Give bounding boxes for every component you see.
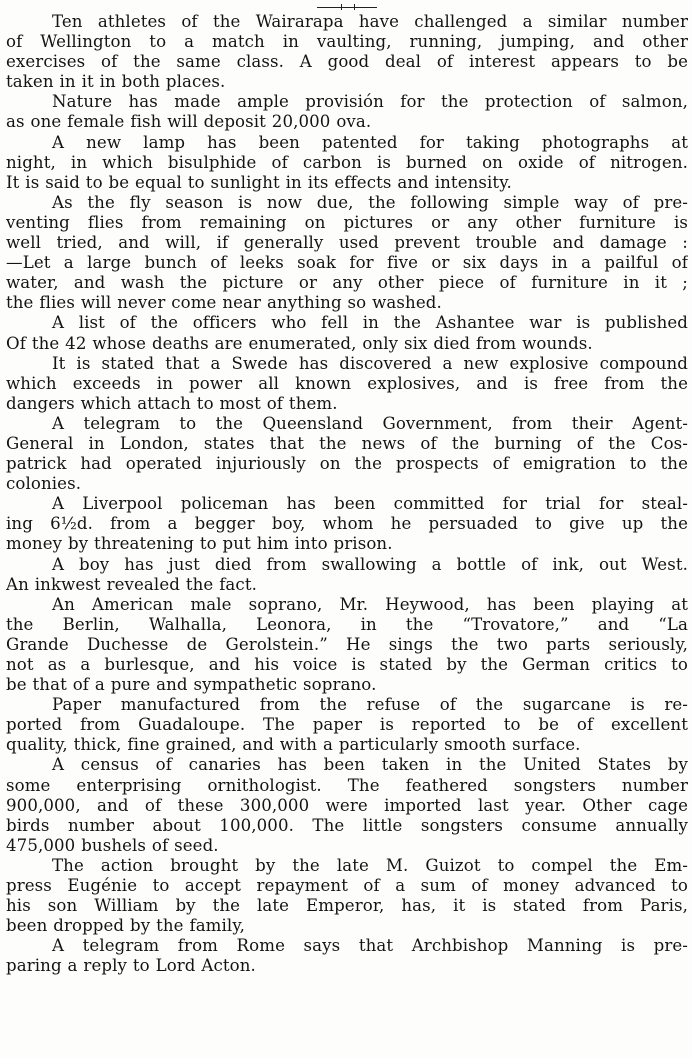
- news-item: [6, 92, 688, 132]
- news-item-line: press Eugénie to accept repayment of a sum of money advanced to: [6, 876, 688, 896]
- news-item: [6, 313, 688, 353]
- news-item-line: It is said to be equal to sunlight in its effects and intensity.: [6, 172, 512, 192]
- news-item-line: ported from Guadaloupe. The paper is reported to be of excellent: [6, 715, 688, 735]
- news-item-line: An inkwest revealed the fact.: [6, 574, 257, 594]
- news-item-line: as one female fish will deposit 20,000 ova.: [6, 112, 372, 132]
- news-item-line: night, in which bisulphide of carbon is burned on oxide of nitrogen.: [6, 152, 688, 172]
- news-item-line: General in London, states that the news of the burning of the Cos-: [6, 433, 688, 453]
- news-item: [6, 193, 688, 314]
- news-item-line: dangers which attach to most of them.: [6, 393, 338, 413]
- news-item-line: A list of the officers who fell in the Ashantee war is published: [52, 313, 688, 333]
- news-item-line: venting flies from remaining on pictures or any other furniture is: [6, 212, 688, 232]
- news-item-line: colonies.: [6, 474, 82, 494]
- news-item-line: quality, thick, fine grained, and with a particularly smooth surface.: [6, 735, 581, 755]
- news-item-line: paring a reply to Lord Acton.: [6, 956, 256, 976]
- news-item: [6, 12, 688, 92]
- news-item-line: 900,000, and of these 300,000 were imported last year. Other cage: [6, 795, 688, 815]
- news-item-line: A boy has just died from swallowing a bottle of ink, out West.: [52, 554, 688, 574]
- news-item-line: A telegram from Rome says that Archbishop Manning is pre-: [52, 936, 688, 956]
- news-item-line: which exceeds in power all known explosives, and is free from the: [6, 373, 688, 393]
- news-item: [6, 414, 688, 494]
- news-item-line: ing 6½d. from a begger boy, whom he persuaded to give up the: [6, 514, 688, 534]
- news-item: [6, 936, 688, 976]
- news-item-line: of Wellington to a match in vaulting, running, jumping, and other: [6, 32, 688, 52]
- top-ornament-rule: [317, 4, 377, 12]
- news-item-line: It is stated that a Swede has discovered a new explosive compound: [52, 353, 688, 373]
- news-item-line: Ten athletes of the Wairarapa have challenged a similar number: [52, 12, 688, 31]
- news-item-line: be that of a pure and sympathetic soprano.: [6, 675, 377, 695]
- news-item: [6, 856, 688, 936]
- news-item: [6, 555, 688, 595]
- news-item-line: A census of canaries has been taken in the United States by: [52, 755, 688, 775]
- news-item-line: the Berlin, Walhalla, Leonora, in the “Trovatore,” and “La: [6, 614, 688, 634]
- news-item-line: some enterprising ornithologist. The feathered songsters number: [6, 775, 688, 795]
- news-item-line: As the fly season is now due, the following simple way of pre-: [52, 192, 688, 212]
- news-item: [6, 354, 688, 414]
- news-item-line: The action brought by the late M. Guizot to compel the Em-: [52, 855, 688, 875]
- news-item: [6, 494, 688, 554]
- news-item-line: taken in it in both places.: [6, 72, 226, 92]
- news-item-line: —Let a large bunch of leeks soak for five or six days in a pailful of: [6, 253, 688, 273]
- news-item-line: money by threatening to put him into prison.: [6, 534, 393, 554]
- news-item-line: not as a burlesque, and his voice is stated by the German critics to: [6, 655, 688, 674]
- news-item-line: A Liverpool policeman has been committed for trial for steal-: [52, 494, 688, 514]
- news-item-line: Of the 42 whose deaths are enumerated, only six died from wounds.: [6, 333, 593, 353]
- news-item-line: Grande Duchesse de Gerolstein.” He sings the two parts seriously,: [6, 634, 688, 654]
- article-list: [6, 12, 688, 977]
- news-item-line: been dropped by the family,: [6, 916, 245, 936]
- news-item-line: patrick had operated injuriously on the prospects of emigration to the: [6, 454, 688, 474]
- news-item-line: Nature has made ample provisión for the protection of salmon,: [52, 92, 688, 112]
- news-item: [6, 595, 688, 695]
- news-item: [6, 133, 688, 193]
- news-item-line: An American male soprano, Mr. Heywood, has been playing at: [52, 594, 688, 614]
- news-item-line: exercises of the same class. A good deal of interest appears to be: [6, 52, 688, 72]
- news-item-line: well tried, and will, if generally used prevent trouble and damage :: [6, 233, 688, 253]
- news-item-line: his son William by the late Emperor, has, it is stated from Paris,: [6, 896, 688, 916]
- news-item: [6, 755, 688, 855]
- news-item-line: 475,000 bushels of seed.: [6, 835, 219, 855]
- news-item-line: Paper manufactured from the refuse of the sugarcane is re-: [52, 695, 688, 715]
- news-item-line: A new lamp has been patented for taking photographs at: [52, 132, 688, 152]
- news-item-line: birds number about 100,000. The little songsters consume annually: [6, 815, 688, 835]
- news-item-line: the flies will never come near anything so washed.: [6, 293, 442, 313]
- news-item-line: water, and wash the picture or any other piece of furniture in it ;: [6, 273, 688, 293]
- news-item-line: A telegram to the Queensland Government, from their Agent-: [52, 413, 688, 433]
- news-item: [6, 695, 688, 755]
